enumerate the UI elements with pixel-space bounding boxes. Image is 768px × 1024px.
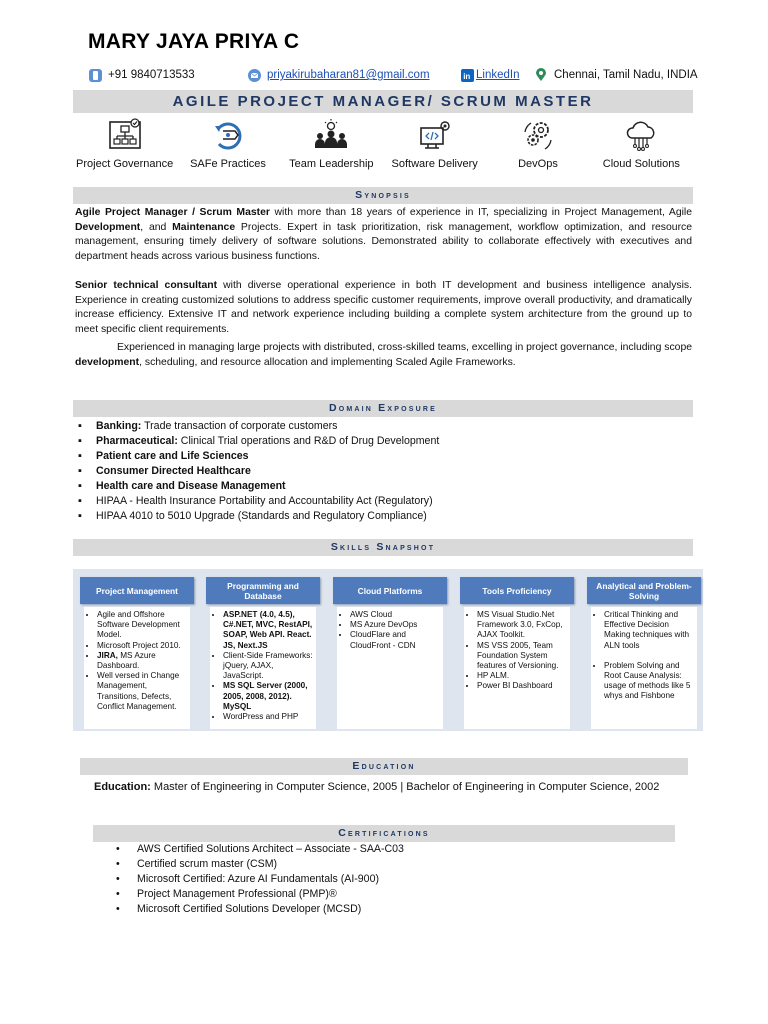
skill-column-body [210,607,316,729]
certification-item: • Certified scrum master (CSM) [116,857,404,872]
domain-item [78,419,439,434]
bold-text: Pharmaceutical: [96,435,178,447]
certifications-heading: Certifications [93,825,675,842]
email-contact [247,68,430,82]
body-text: HIPAA - Health Insurance Portability and Accountability Act (Regulatory) [96,495,433,507]
specialty-row [73,118,693,170]
specialty-label: Software Delivery [391,158,478,170]
education-text: Master of Engineering in Computer Science, 2005 | Bachelor of Engineering in Computer Science, 2002 [150,781,660,793]
phone-icon [88,68,102,82]
skill-column-project-management [80,577,194,729]
bold-text: ASP.NET (4.0, 4.5), C#.NET, MVC, RestAPI, SOAP, Web API. React. JS, Next.JS [223,610,313,650]
certifications-list [116,842,404,917]
bold-text: MS SQL Server (2000, 2005, 2008, 2012). MySQL [223,681,308,711]
domain-item [78,434,439,449]
domain-item [78,464,439,479]
education-heading: Education [80,758,688,775]
body-text: with more than 18 years of experience in IT, specializing in Project Management, Agile [269,207,692,218]
bold-text: development [75,356,140,368]
skill-item [350,630,440,650]
skill-item [97,641,187,651]
skill-item [223,712,313,722]
skill-column-body [591,607,697,729]
body-text: Experienced in managing large projects with distributed, cross-skilled teams, excelling in project governance, including scope [117,342,692,353]
bold-text: JIRA, [97,650,118,660]
body-text: MS Azure DevOps [350,620,418,630]
linkedin-link[interactable]: LinkedIn [476,69,520,81]
synopsis-paragraph-1 [75,206,692,264]
domain-exposure-heading: Domain Exposure [73,400,693,417]
body-text: HIPAA 4010 to 5010 Upgrade (Standards and Regulatory Compliance) [96,510,427,522]
body-text: Microsoft Project 2010. [97,640,181,650]
certification-item: • Project Management Professional (PMP)® [116,887,404,902]
bold-text: Senior technical consultant [75,280,218,291]
bold-text: Agile Project Manager / Scrum Master [75,207,270,218]
domain-list [78,419,439,524]
domain-item [78,509,439,524]
domain-item [78,479,439,494]
bold-text: Patient care and Life Sciences [96,450,249,462]
bold-text: Banking: [96,420,142,432]
skill-column-body [464,607,570,729]
bold-text: Consumer Directed Healthcare [96,465,251,477]
body-text: MS Visual Studio.Net Framework 3.0, FxCop, AJAX Toolkit. [477,610,563,640]
email-icon [247,68,261,82]
skill-column-header: Analytical and Problem-Solving [587,577,701,604]
location-contact [534,68,698,82]
skill-item [477,671,567,681]
specialty-label: Project Governance [76,158,174,170]
cloud-icon [624,118,658,152]
specialty-label: Team Leadership [289,158,374,170]
body-text: MS VSS 2005, Team Foundation System features of Versioning. [477,640,559,671]
devops-gears-icon [521,118,555,152]
body-text: AWS Cloud [350,610,393,619]
skill-item [477,641,567,672]
specialty-label: SAFe Practices [190,158,266,170]
bold-text: Development [75,221,141,233]
education-label: Education: [94,781,151,793]
body-text: Client-Side Frameworks: jQuery, AJAX, JavaScript. [223,650,313,681]
skill-item [97,671,187,712]
domain-item [78,449,439,464]
specialty-safe [176,118,279,170]
skill-column-header: Cloud Platforms [333,577,447,604]
body-text: MS Azure Dashboard. [97,650,156,671]
skill-item [350,620,440,630]
specialty-governance [73,118,176,170]
location-pin-icon [534,68,548,82]
education-line [94,781,659,793]
body-text: Clinical Trial operations and R&D of Drug Development [177,435,440,447]
body-text: HP ALM. [477,671,510,681]
linkedin-icon [460,68,474,82]
certification-item: • AWS Certified Solutions Architect – Associate - SAA-C03 [116,842,404,857]
bold-text: Health care and Disease Management [96,480,286,492]
certification-item: • Microsoft Certified Solutions Developer (MCSD) [116,902,404,917]
location-text: Chennai, Tamil Nadu, INDIA [554,69,698,81]
skill-column-header: Programming and Database [206,577,320,604]
certification-item: • Microsoft Certified: Azure AI Fundamentals (AI-900) [116,872,404,887]
skill-column-cloud [333,577,447,729]
skill-item [604,661,694,702]
skill-item [97,610,187,641]
specialty-label: Cloud Solutions [602,158,680,170]
email-link[interactable]: priyakirubaharan81@gmail.com [267,69,430,81]
safe-cycle-icon [211,118,245,152]
specialty-label: DevOps [518,158,558,170]
body-text: , scheduling, and resource allocation and implementing Scaled Agile Frameworks. [139,356,516,368]
skill-item [223,681,313,712]
linkedin-contact [460,68,519,82]
specialty-cloud [590,118,693,170]
synopsis-paragraph-2 [75,279,692,337]
skill-item [477,681,567,691]
body-text: with diverse operational experience in both IT development and business intelligence analysis. Experience in creating customized solutions to address specific customer requirements, improve overall productivity, and dramatically increase efficiency. Extensive IT and network experience including building a complete system architecture from the ground up to meet specific client requirements. [75,280,692,335]
governance-icon [108,118,142,152]
specialty-leadership [280,118,383,170]
skill-column-body [337,607,443,729]
phone-contact [88,68,195,82]
software-delivery-icon [418,118,452,152]
specialty-devops [486,118,589,170]
bold-text: Maintenance [172,221,236,233]
domain-item [78,494,439,509]
skill-item [477,610,567,641]
specialty-software-delivery [383,118,486,170]
skill-column-header: Tools Proficiency [460,577,574,604]
body-text: Power BI Dashboard [477,681,553,691]
skill-item [350,610,440,620]
body-text: Projects. Expert in task prioritization, risk management, workflow optimization, and resource management, ensuring timely delivery of software solutions. Demonstrated ability to collaborate effectively with executives and department heads across various business functions. [75,221,692,262]
synopsis-paragraph-3 [75,341,692,370]
skill-column-programming [206,577,320,729]
skill-column-analytical [587,577,701,729]
candidate-name: MARY JAYA PRIYA C [88,30,300,53]
skill-column-header: Project Management [80,577,194,604]
skill-item [97,651,187,671]
svg-text:in: in [462,71,470,81]
headline-banner: AGILE PROJECT MANAGER/ SCRUM MASTER [73,90,693,113]
body-text: Problem Solving and Root Cause Analysis: usage of methods like 5 whys and Fishbone [604,660,691,701]
body-text: Agile and Offshore Software Development Model. [97,610,180,640]
skill-column-body [84,607,190,729]
body-text: , and [140,221,173,233]
skill-column-tools [460,577,574,729]
body-text: Well versed in Change Management, Transitions, Defects, Conflict Management. [97,671,180,711]
body-text: Critical Thinking and Effective Decision Making techniques with ALN tools [604,610,690,650]
body-text: Trade transaction of corporate customers [141,420,338,432]
skill-item [223,651,313,682]
phone-number: +91 9840713533 [108,69,195,81]
team-leadership-icon [314,118,348,152]
skills-snapshot-heading: Skills Snapshot [73,539,693,556]
skill-item [604,610,694,651]
skill-item [223,610,313,651]
body-text: CloudFlare and CloudFront - CDN [350,630,416,650]
synopsis-heading: Synopsis [73,187,693,204]
body-text: WordPress and PHP [223,712,299,722]
